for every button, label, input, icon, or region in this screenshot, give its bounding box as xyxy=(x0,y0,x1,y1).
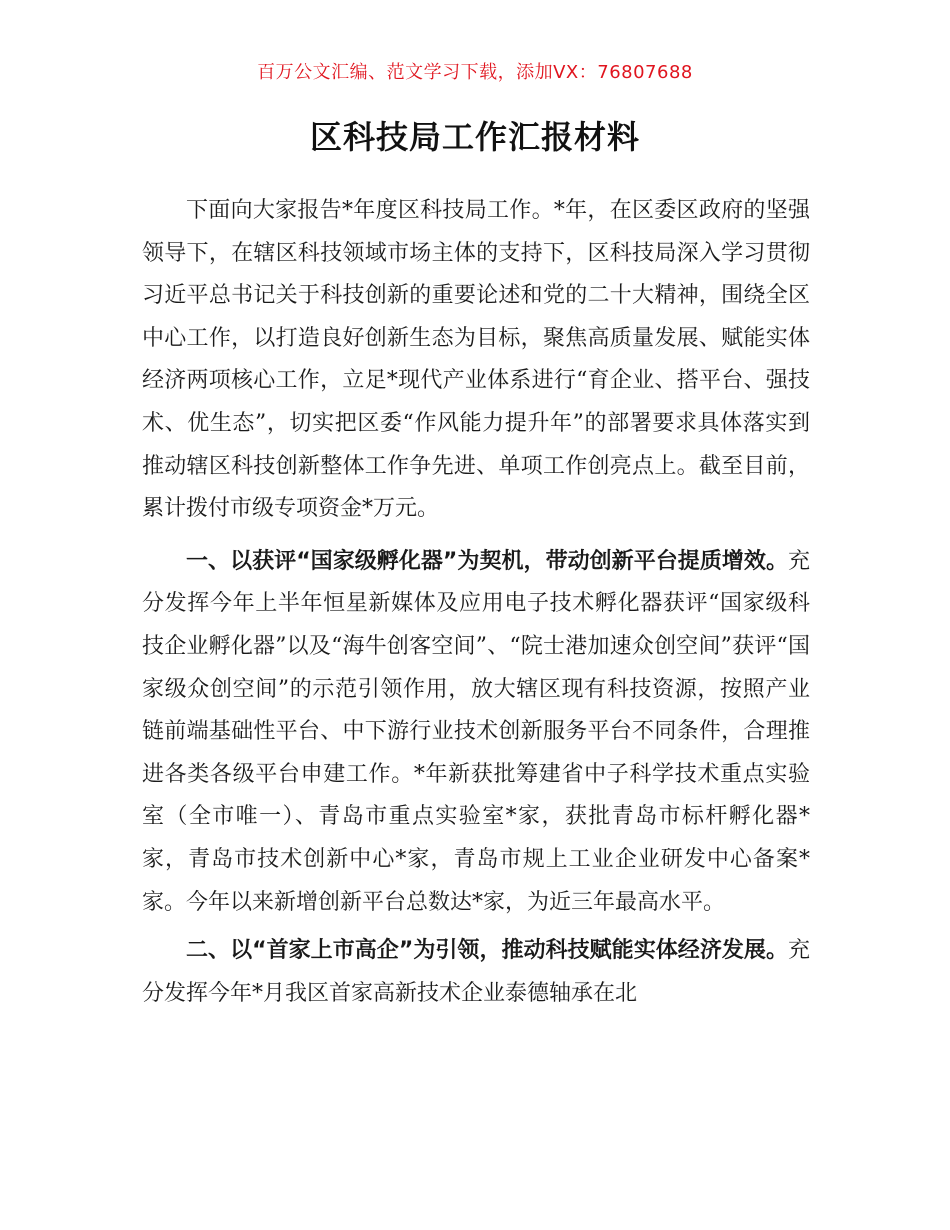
document-body xyxy=(142,190,810,1021)
watermark-banner: 百万公文汇编、范文学习下载，添加VX：76807688 xyxy=(257,62,693,83)
section-heading: 一、以获评“国家级孵化器”为契机，带动创新平台提质增效。 xyxy=(186,548,788,574)
section-text: 充分发挥今年上半年恒星新媒体及应用电子技术孵化器获评“国家级科技企业孵化器”以及“海牛创客空间”、“院士港加速众创空间”获评“国家级众创空间”的示范引领作用，放大辖区现有科技资源，按照产业链前端基础性平台、中下游行业技术创新服务平台不同条件，合理推进各类各级平台申建工作。*年新获批筹建省中子科学技术重点实验室（全市唯一）、青岛市重点实验室*家，获批青岛市标杆孵化器*家，青岛市技术创新中心*家，青岛市规上工业企业研发中心备案*家。今年以来新增创新平台总数达*家，为近三年最高水平。 xyxy=(142,548,810,915)
section-paragraph xyxy=(142,930,810,1015)
section-text: 充分发挥今年*月我区首家高新技术企业泰德轴承在北 xyxy=(142,938,810,1006)
section-heading: 二、以“首家上市高企”为引领，推动科技赋能实体经济发展。 xyxy=(186,938,788,964)
section-paragraph xyxy=(142,541,810,924)
document-title: 区科技局工作汇报材料 xyxy=(309,118,640,156)
intro-paragraph: 下面向大家报告*年度区科技局工作。*年，在区委区政府的坚强领导下，在辖区科技领域市场主体的支持下，区科技局深入学习贯彻习近平总书记关于科技创新的重要论述和党的二十大精神，围绕全区中心工作，以打造良好创新生态为目标，聚焦高质量发展、赋能实体经济两项核心工作，立足*现代产业体系进行“育企业、搭平台、强技术、优生态”，切实把区委“作风能力提升年”的部署要求具体落实到推动辖区科技创新整体工作争先进、单项工作创亮点上。截至目前，累计拨付市级专项资金*万元。 xyxy=(142,198,810,522)
